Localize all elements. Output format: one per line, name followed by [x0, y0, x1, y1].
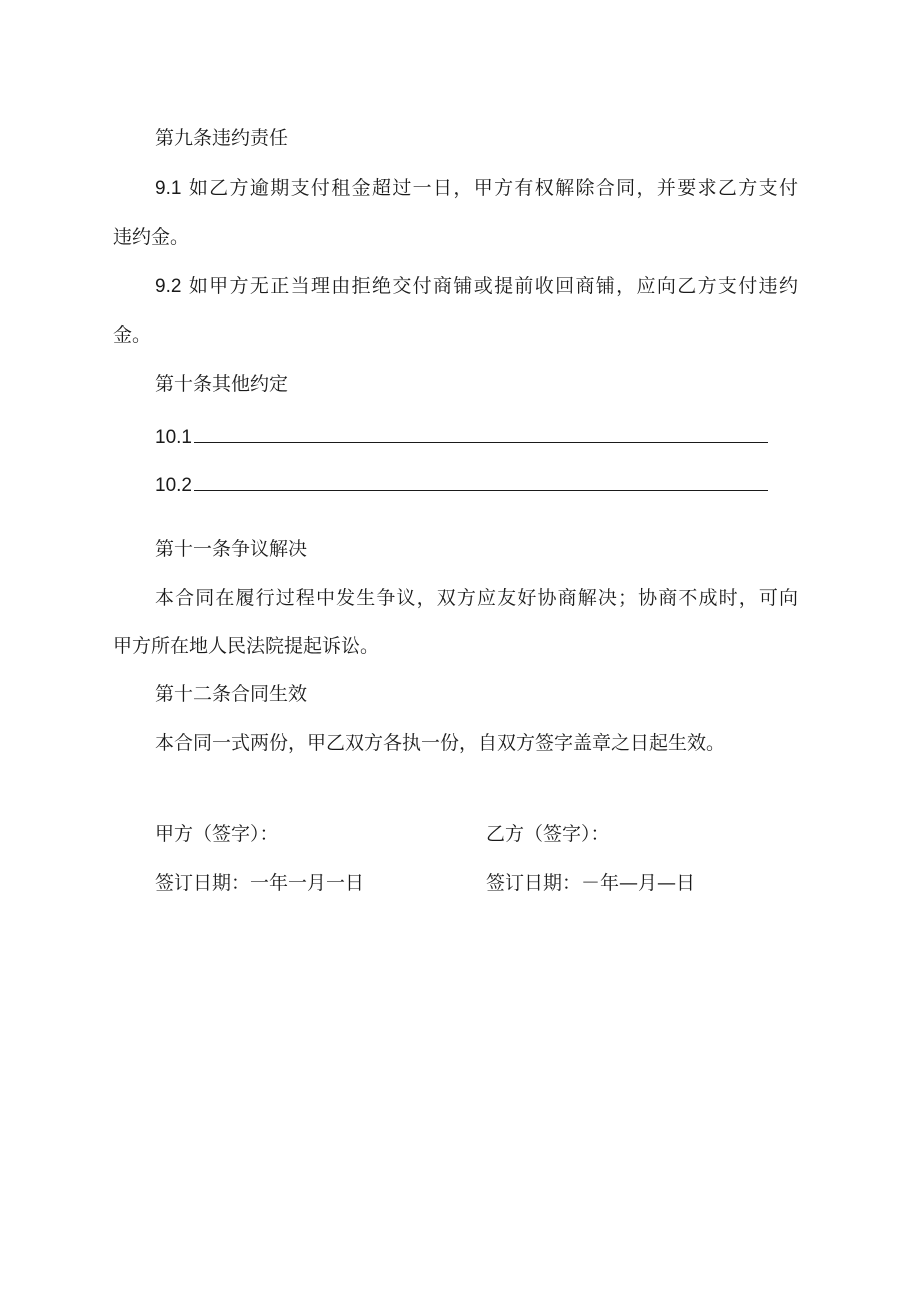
- article-11-line-2: 甲方所在地人民法院提起诉讼。: [113, 635, 380, 657]
- article-9-1-line-2: 违约金。: [113, 226, 190, 248]
- article-9-2-number: 9.2: [155, 276, 182, 297]
- article-12-title: 第十二条合同生效: [155, 683, 308, 705]
- article-10-1-number: 10.1: [155, 427, 192, 448]
- article-12-text: 本合同一式两份，甲乙双方各执一份，自双方签字盖章之日起生效。: [155, 732, 726, 754]
- party-b-sign-date: 签订日期：－年—月—日: [486, 872, 696, 894]
- article-9-title: 第九条违约责任: [155, 127, 289, 149]
- article-10-title: 第十条其他约定: [155, 373, 289, 395]
- article-9-1-line-1: [155, 176, 798, 201]
- article-10-1-row: [155, 424, 768, 450]
- article-11-line-1: 本合同在履行过程中发生争议，双方应友好协商解决；协商不成时，可向: [155, 587, 798, 609]
- article-10-2-blank-line: [194, 472, 768, 491]
- article-9-2-line-2: 金。: [113, 324, 152, 346]
- article-10-1-blank-line: [194, 424, 768, 443]
- article-9-1-number: 9.1: [155, 178, 182, 199]
- party-a-signature-label: 甲方（签字）：: [155, 823, 279, 845]
- article-10-2-number: 10.2: [155, 475, 192, 496]
- party-b-signature-label: 乙方（签字）：: [486, 823, 610, 845]
- article-9-2-text: 如甲方无正当理由拒绝交付商铺或提前收回商铺，应向乙方支付违约: [188, 275, 798, 297]
- party-a-sign-date: 签订日期：一年一月一日: [155, 872, 365, 894]
- article-9-1-text: 如乙方逾期支付租金超过一日，甲方有权解除合同，并要求乙方支付: [188, 177, 798, 199]
- article-9-2-line-1: [155, 274, 798, 299]
- article-11-title: 第十一条争议解决: [155, 538, 308, 560]
- article-10-2-row: [155, 472, 768, 498]
